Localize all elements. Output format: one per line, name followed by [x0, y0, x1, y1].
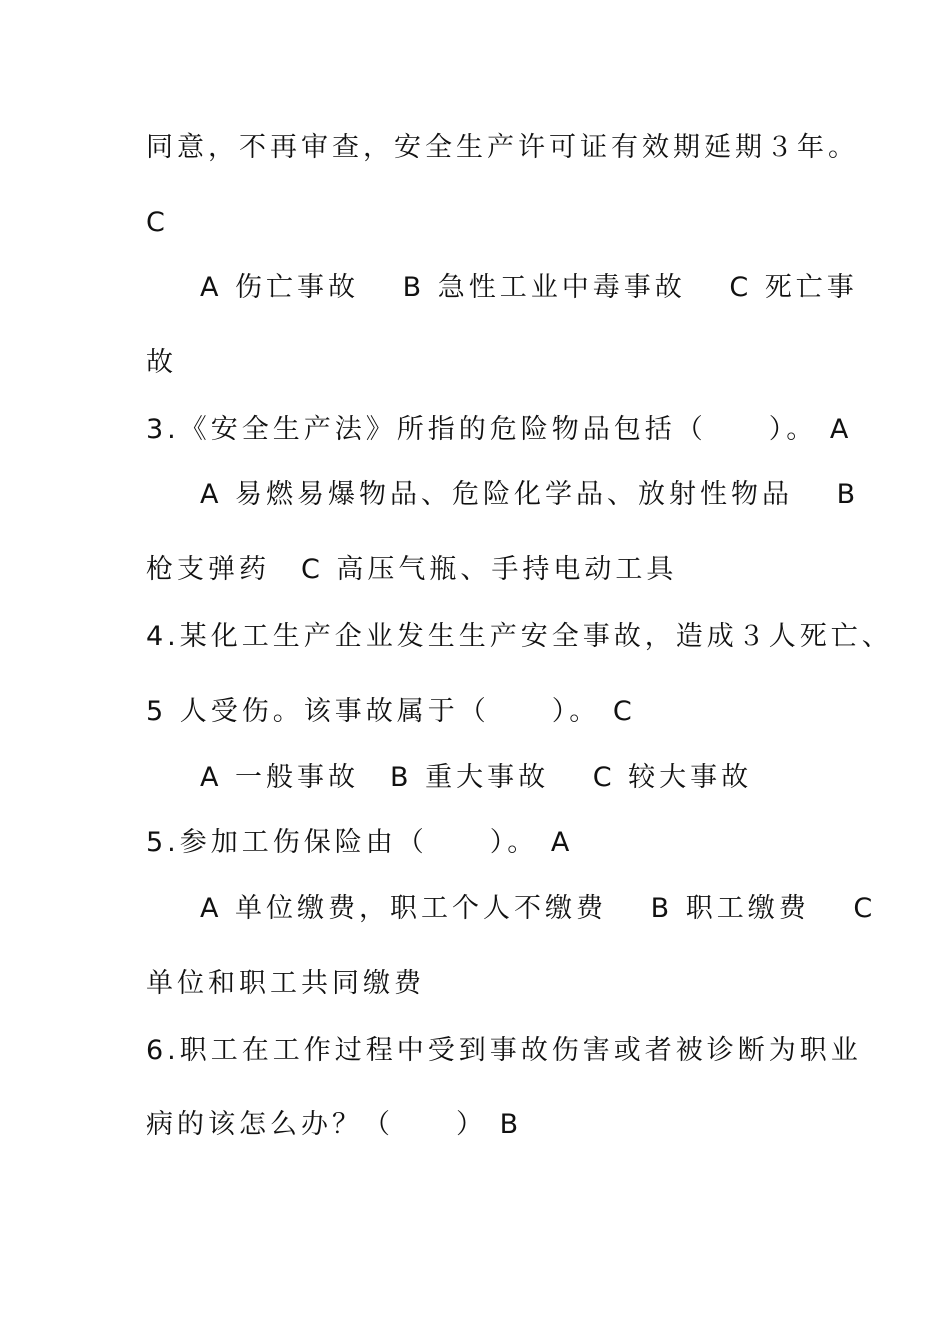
question-6: 6.职工在工作过程中受到事故伤害或者被诊断为职业 [146, 1035, 862, 1066]
options-line: A 伤亡事故 B 急性工业中毒事故 C 死亡事 [200, 272, 858, 303]
text-line: 单位和职工共同缴费 [146, 968, 425, 999]
answer-line: C [146, 207, 169, 238]
options-line: A 单位缴费，职工个人不缴费 B 职工缴费 C [200, 893, 877, 924]
question-5: 5.参加工伤保险由（ ）。 A [146, 827, 574, 858]
options-line: A 一般事故 B 重大事故 C 较大事故 [200, 762, 753, 793]
text-line: 同意，不再审查，安全生产许可证有效期延期３年。 [146, 132, 859, 163]
question-3: 3.《安全生产法》所指的危险物品包括（ ）。 A [146, 414, 853, 445]
text-line: 5 人受伤。该事故属于（ ）。 C [146, 696, 636, 727]
options-line: A 易燃易爆物品、危险化学品、放射性物品 B [200, 479, 860, 510]
text-line: 枪支弹药 C 高压气瓶、手持电动工具 [146, 554, 678, 585]
text-line: 故 [146, 347, 177, 378]
question-4: 4.某化工生产企业发生生产安全事故，造成３人死亡、 [146, 621, 893, 652]
text-line: 病的该怎么办？（ ） B [146, 1109, 523, 1140]
